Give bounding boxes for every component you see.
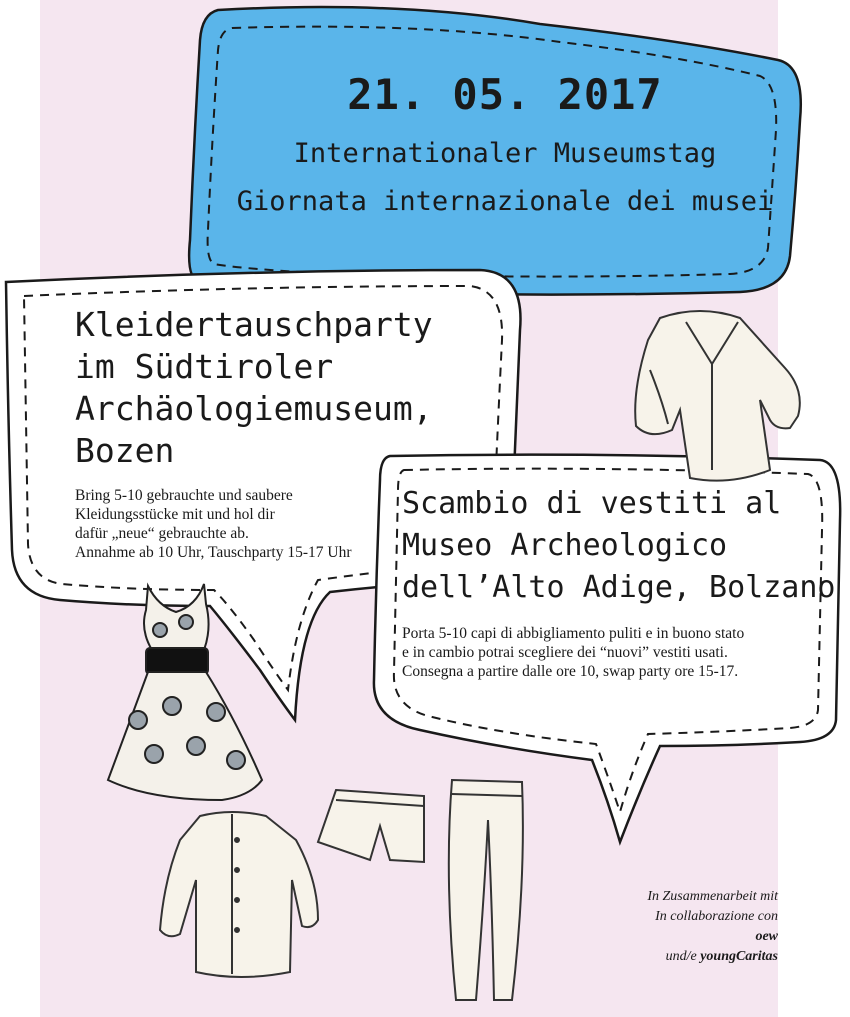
event-date: 21. 05. 2017 bbox=[347, 70, 663, 119]
partner-youngcaritas: youngCaritas bbox=[700, 949, 778, 964]
banner-title-it: Giornata internazionale dei musei bbox=[236, 186, 774, 217]
bubble-de-title bbox=[75, 304, 495, 472]
banner-title-de: Internationaler Museumstag bbox=[293, 138, 717, 169]
bubble-it-body-line: Consegna a partire dalle ore 10, swap party ore 15-17. bbox=[402, 663, 739, 680]
bubble-it-title bbox=[402, 483, 836, 609]
bubble-de-title-line: Kleidertauschparty bbox=[75, 305, 433, 344]
bubble-it-body-line: Porta 5-10 capi di abbigliamento puliti e in buono stato bbox=[402, 625, 745, 642]
credits bbox=[647, 887, 778, 967]
bubble-it-title-line: Scambio di vestiti al bbox=[402, 486, 782, 521]
bubble-it-body-line: e in cambio potrai scegliere dei “nuovi” vestiti usati. bbox=[402, 644, 728, 661]
bubble-it-title-line: dell’Alto Adige, Bolzano bbox=[402, 570, 836, 605]
jeans-illustration bbox=[449, 780, 523, 1000]
credits-connector: und/e bbox=[665, 949, 701, 964]
credits-line-de: In Zusammenarbeit mit bbox=[647, 889, 778, 904]
bubble-de-body-line: Annahme ab 10 Uhr, Tauschparty 15-17 Uhr bbox=[75, 544, 352, 561]
bubble-de-title-line: im Südtiroler bbox=[75, 347, 334, 386]
bubble-de-title-line: Archäologiemuseum, bbox=[75, 389, 433, 428]
cardigan-illustration bbox=[160, 812, 318, 977]
bubble-de-body bbox=[75, 486, 415, 562]
bubble-de-body-line: Kleidungsstücke mit und hol dir bbox=[75, 506, 275, 523]
bubble-it-title-line: Museo Archeologico bbox=[402, 528, 728, 563]
credits-line-it: In collaborazione con bbox=[655, 909, 778, 924]
bubble-it-body bbox=[402, 624, 802, 681]
partner-oew: oew bbox=[755, 929, 778, 944]
bubble-de-body-line: dafür „neue“ gebrauchte ab. bbox=[75, 525, 249, 542]
bubble-de-body-line: Bring 5-10 gebrauchte und saubere bbox=[75, 487, 293, 504]
bubble-de-title-line: Bozen bbox=[75, 431, 175, 470]
shorts-illustration bbox=[318, 790, 424, 862]
